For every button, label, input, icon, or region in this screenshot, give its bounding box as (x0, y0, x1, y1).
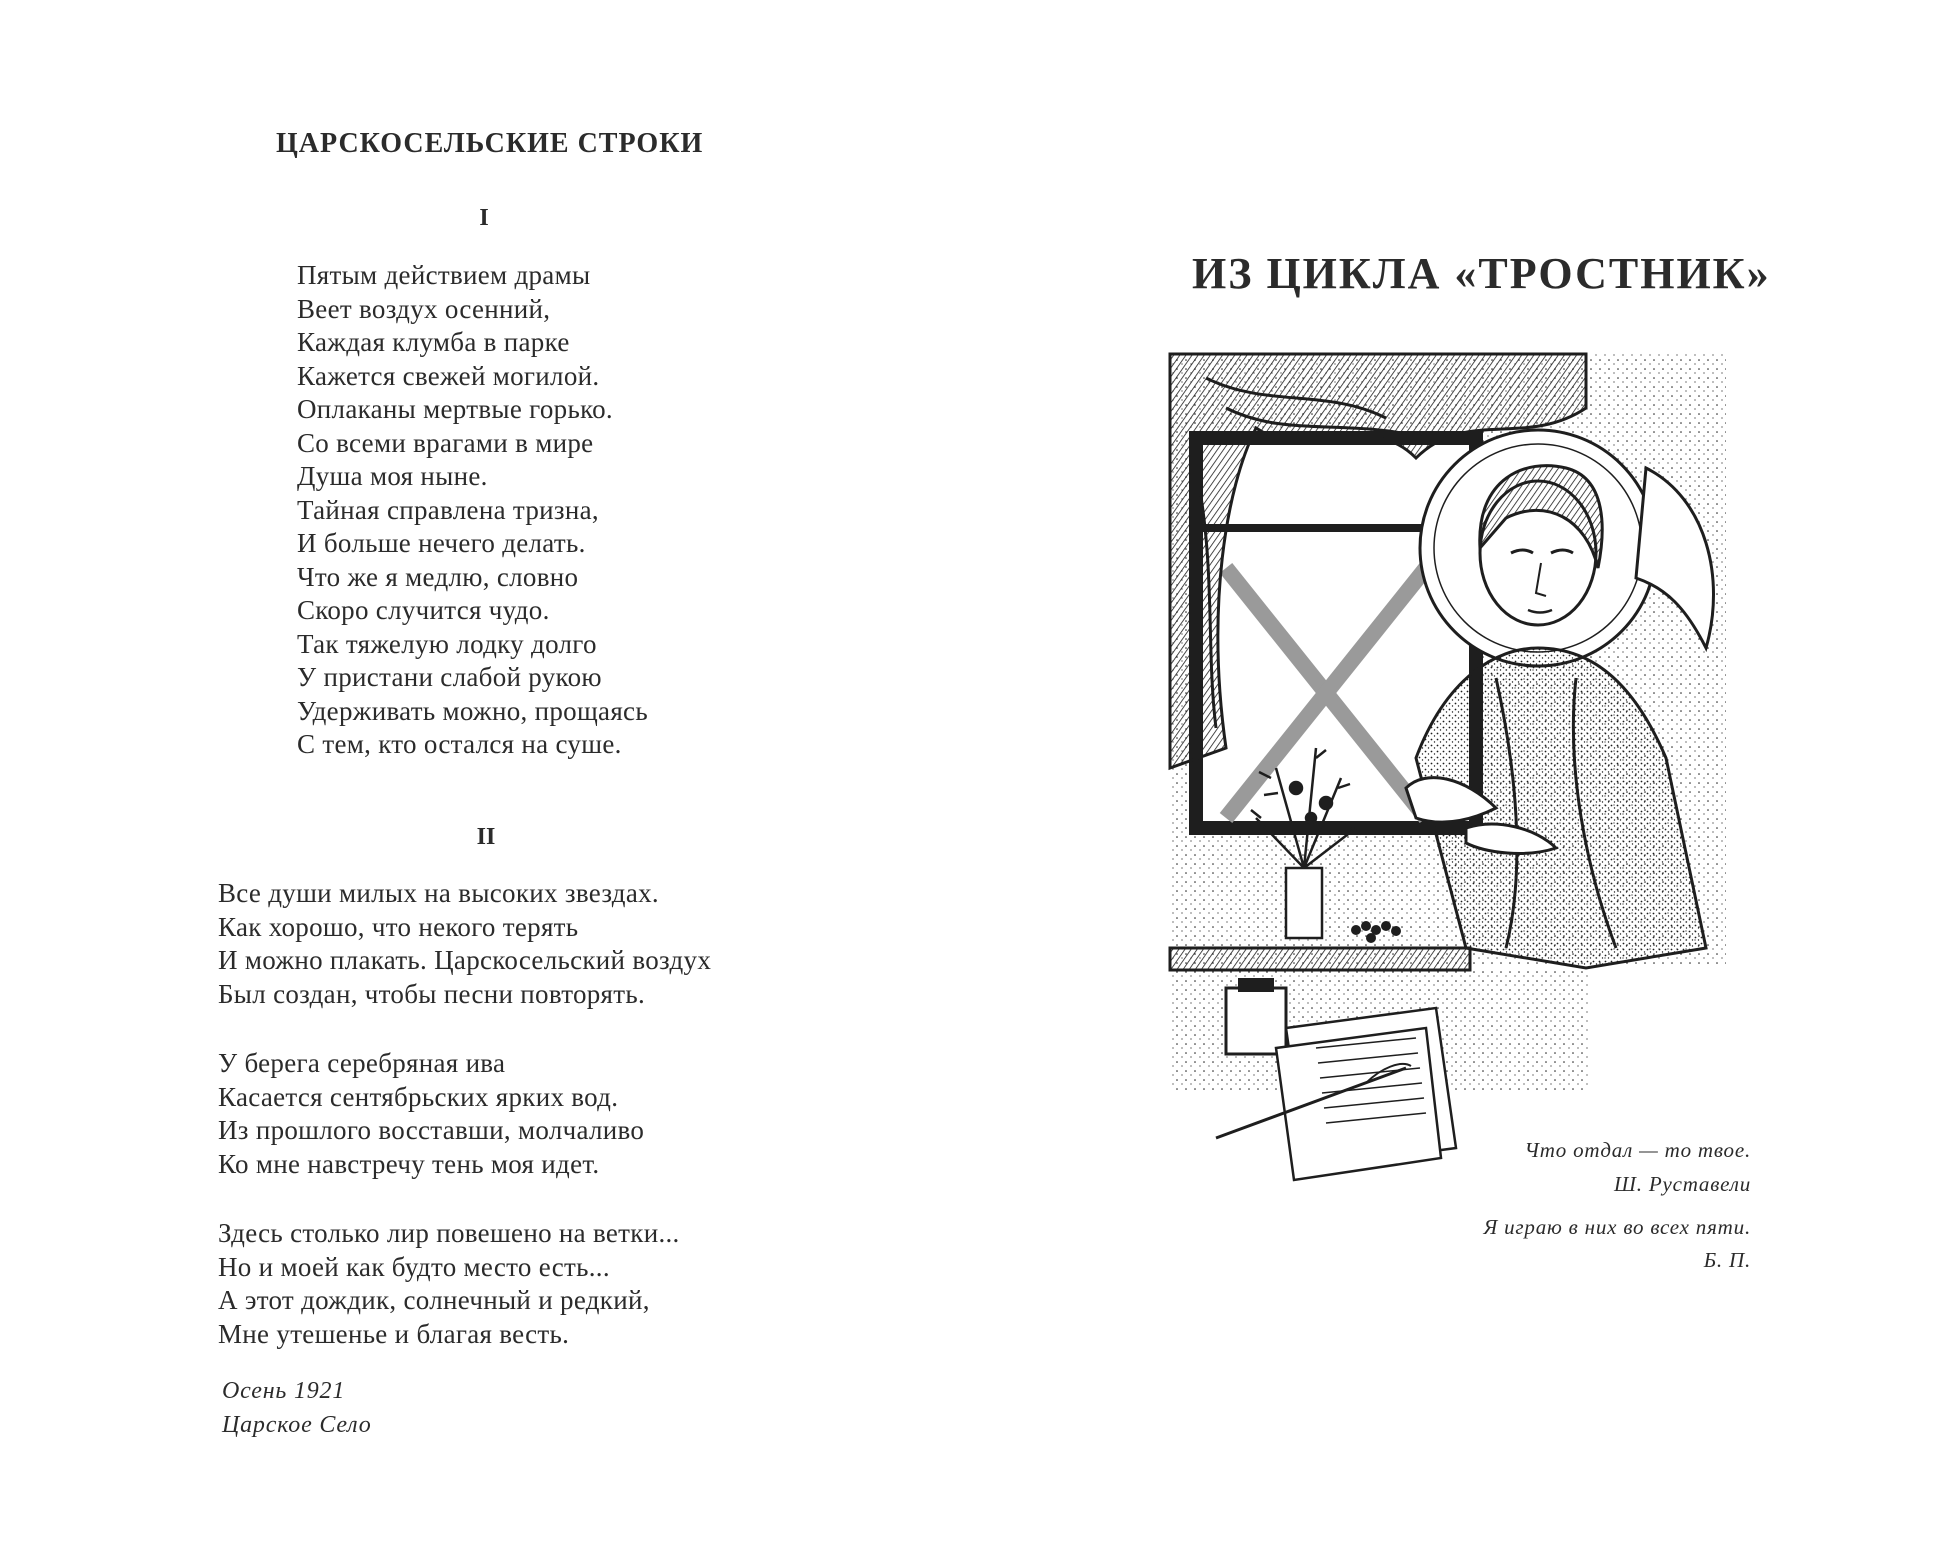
verse-line: Душа моя ныне. (297, 461, 488, 491)
verse-line: Со всеми врагами в мире (297, 427, 594, 458)
poem-2-stanza (218, 877, 711, 1011)
verse-line: Каждая клумба в парке (297, 327, 570, 357)
verse-line: Удерживать можно, прощаясь (297, 695, 648, 726)
verse-line: Веет воздух осенний, (297, 293, 551, 324)
angel-illustration (1166, 348, 1726, 1188)
verse-line: У берега серебряная ива (218, 1048, 506, 1078)
epigraph-text: Что отдал — то твое. (1524, 1138, 1751, 1162)
verse-line: С тем, кто остался на суше. (297, 729, 622, 759)
epigraph-author: Б. П. (1703, 1248, 1751, 1272)
left-page (0, 0, 960, 1549)
verse-line: Здесь столько лир повешено на ветки... (218, 1218, 680, 1248)
epigraph-author: Ш. Руставели (1614, 1172, 1751, 1196)
right-page (960, 0, 1938, 1549)
poem-2-stanza (218, 1217, 680, 1351)
poem-2-stanza (218, 1047, 644, 1181)
verse-line: Пятым действием драмы (297, 260, 591, 290)
verse-line: А этот дождик, солнечный и редкий, (218, 1285, 650, 1315)
inkwell (1226, 978, 1286, 1054)
verse-line: И можно плакать. Царскосельский воздух (218, 945, 712, 975)
poem-1-numeral: I (479, 205, 489, 231)
epigraph-text: Я играю в них во всех пяти. (1483, 1215, 1751, 1239)
verse-line: Оплаканы мертвые горько. (297, 394, 613, 424)
verse-line: Но и моей как будто место есть... (218, 1251, 610, 1282)
window-sill (1170, 948, 1470, 970)
verse-line: Кажется свежей могилой. (297, 360, 600, 391)
verse-line: У пристани слабой рукою (297, 662, 602, 692)
verse-line: Все души милых на высоких звездах. (218, 878, 659, 908)
cycle-title: ЦАРСКОСЕЛЬСКИЕ СТРОКИ (276, 128, 704, 159)
verse-line: И больше нечего делать. (297, 528, 586, 558)
poem-1 (297, 259, 648, 762)
verse-line: Касается сентябрьских ярких вод. (218, 1081, 619, 1112)
verse-line: Ко мне навстречу тень моя идет. (218, 1148, 600, 1179)
poem-place: Царское Село (222, 1412, 372, 1438)
verse-line: Из прошлого восставши, молчаливо (218, 1115, 645, 1145)
poem-2-numeral: II (476, 824, 496, 850)
poem-date: Осень 1921 (222, 1378, 346, 1404)
verse-line: Скоро случится чудо. (297, 595, 550, 625)
papers (1276, 1008, 1456, 1180)
section-title: ИЗ ЦИКЛА «ТРОСТНИК» (1192, 249, 1771, 298)
verse-line: Так тяжелую лодку долго (297, 628, 597, 659)
verse-line: Что же я медлю, словно (297, 561, 579, 592)
verse-line: Как хорошо, что некого терять (218, 911, 579, 942)
verse-line: Был создан, чтобы песни повторять. (218, 978, 646, 1009)
verse-line: Мне утешенье и благая весть. (218, 1318, 570, 1349)
verse-line: Тайная справлена тризна, (297, 494, 599, 525)
